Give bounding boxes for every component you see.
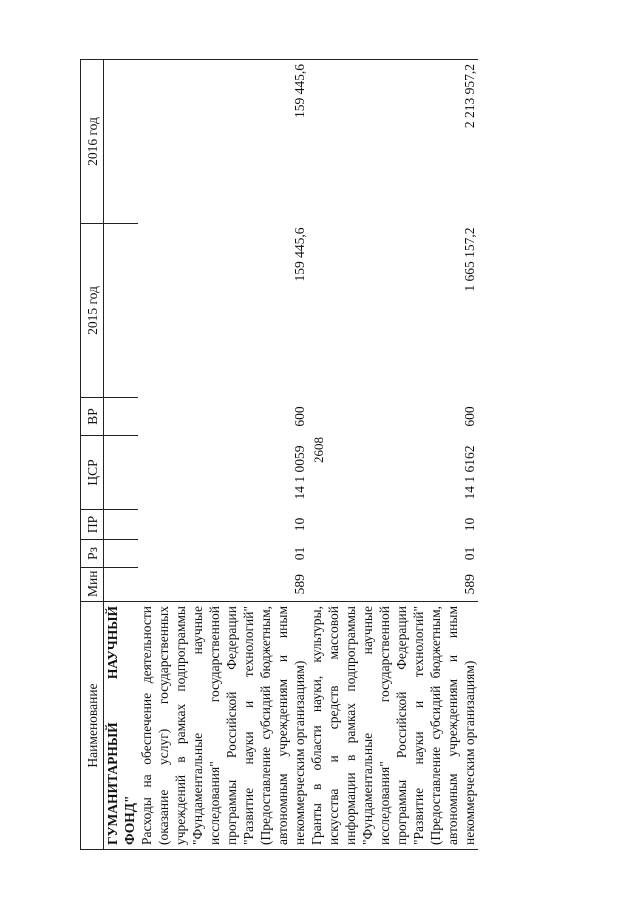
row-pr: 10 — [462, 517, 477, 532]
header-csr: ЦСР — [81, 436, 104, 510]
empty-cell — [104, 540, 139, 568]
row-2015: 1 665 157,2 — [462, 227, 477, 292]
empty-cell — [104, 568, 139, 602]
header-2016: 2016 год — [81, 60, 104, 224]
row-vr: 600 — [462, 406, 477, 427]
row-rz: 01 — [462, 546, 477, 561]
rotated-table-wrapper — [80, 60, 620, 850]
row-pr: 10 — [292, 517, 307, 532]
fund-title: ГУМАНИТАРНЫЙ НАУЧНЫЙ ФОНД" — [104, 602, 139, 850]
header-min: Мин — [81, 568, 104, 602]
row-2016: 2 213 957,2 — [308, 60, 478, 224]
row-name: Расходы на обеспечение деятельности (оказание услуг) государственных учреждений в рамках подпрограммы "Фундаментальные научные исследования" государственной программы Российской Федерации "Развитие науки и технологий" (Предоставление субсидий бюджетным, автономным учреждениям и иным некоммерческим организациям) — [138, 602, 308, 850]
header-2015: 2015 год — [81, 224, 104, 398]
row-min: 589 — [462, 574, 477, 595]
row-min: 589 — [292, 574, 307, 595]
table-row — [308, 60, 478, 850]
table-header-row — [81, 60, 104, 850]
row-2016: 159 445,6 — [138, 60, 308, 224]
empty-cell — [104, 60, 139, 224]
table-row — [138, 60, 308, 850]
header-rz: Рз — [81, 540, 104, 568]
fund-row — [104, 60, 139, 850]
row-2015: 159 445,6 — [292, 227, 307, 282]
empty-cell — [104, 510, 139, 540]
row-name: Гранты в области науки, культуры, искусства и средств массовой информации в рамках подпрограммы "Фундаментальные научные исследования" государственной программы Российской Федерации "Развитие науки и технологий" (Предоставление субсидий бюджетным, автономным учреждениям и иным некоммерческим организациям) — [308, 602, 478, 850]
page-number: 2608 — [311, 437, 326, 463]
header-pr: ПР — [81, 510, 104, 540]
header-vr: ВР — [81, 398, 104, 436]
header-name: Наименование — [81, 602, 104, 850]
empty-cell — [104, 436, 139, 510]
row-csr: 14 1 0059 — [292, 445, 307, 500]
row-vr: 600 — [292, 406, 307, 427]
empty-cell — [104, 398, 139, 436]
row-csr: 14 1 6162 — [462, 445, 477, 500]
row-rz: 01 — [292, 546, 307, 561]
budget-table — [80, 59, 478, 850]
empty-cell — [104, 224, 139, 398]
